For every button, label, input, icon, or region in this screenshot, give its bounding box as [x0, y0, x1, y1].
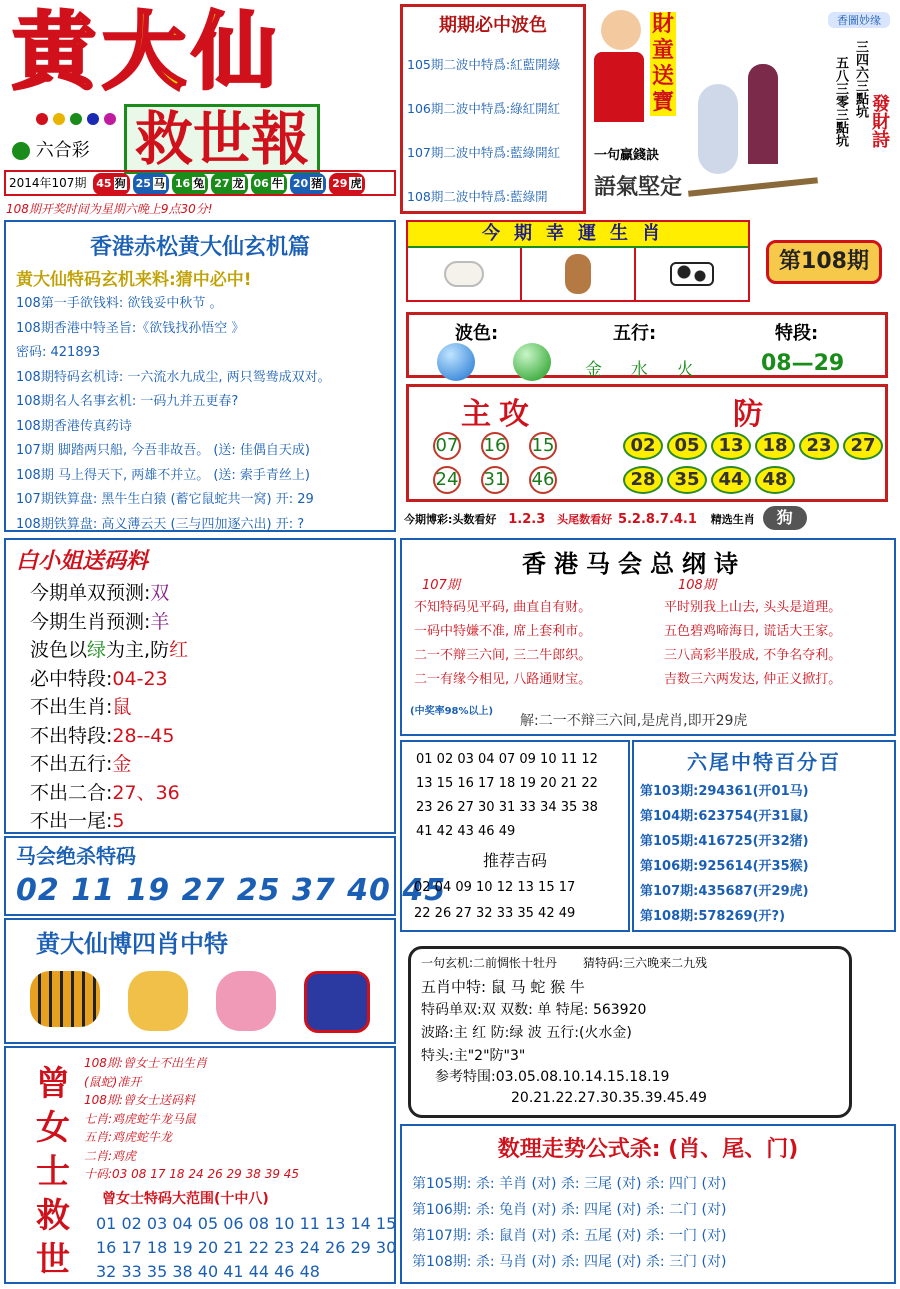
draw-zodiac: 猪: [311, 177, 323, 190]
fortune-art: [588, 4, 896, 214]
main-number: 46: [529, 466, 557, 494]
god-text: 財童送寶: [651, 12, 674, 115]
zeng-line: 108期:曾女士不出生肖: [84, 1056, 207, 1070]
liuhecai-logo: 六合彩: [12, 136, 90, 162]
bai-value: 金: [112, 753, 132, 775]
draw-chip: [93, 173, 129, 195]
zeng-char: 女: [36, 1108, 70, 1148]
wave-line: 107期二波中特爲:藍綠開紅: [407, 145, 561, 160]
bai-row: [30, 722, 384, 751]
zeng-char: 士: [36, 1152, 70, 1192]
bai-title: 白小姐送码料: [16, 549, 149, 574]
rabbit-icon: [216, 971, 276, 1031]
tails-row: 第108期:578269(开?): [640, 909, 786, 924]
sixiao-title: 黄大仙博四肖中特: [36, 930, 228, 958]
zeng-line: (鼠蛇)准开: [84, 1074, 142, 1089]
draw-zodiac: 兔: [193, 177, 205, 190]
zeng-range-line: 16 17 18 19 20 21 22 23 24 26 29 30: [96, 1238, 397, 1257]
bai-label: 不出五行:: [30, 753, 113, 775]
poem-col-1: 三四六三點坑: [853, 40, 868, 118]
issue-strip: [4, 170, 396, 196]
main-number: 24: [433, 466, 461, 494]
xuanji-line: 107期 脚踏两只船, 今吾非故吾。 (送: 佳偶自天成): [16, 443, 310, 458]
defend-number: 28: [623, 466, 663, 494]
xuanji-section: [4, 220, 396, 532]
jusha-numbers: 02 11 19 27 25 37 40 45: [16, 873, 447, 908]
masthead-title-bottom: 救世報: [124, 104, 320, 174]
jusha-section: [4, 836, 447, 916]
poem-col-2: 五八三零三點坑: [833, 56, 848, 147]
xuanji-line: 108期名人名事玄机: 一码九并五更春?: [16, 394, 239, 409]
bai-value: 羊: [150, 610, 170, 633]
zeng-line: 二肖:鸡虎: [84, 1148, 137, 1163]
wave-line: 108期二波中特爲:藍綠開: [407, 189, 548, 204]
bai-section: [4, 538, 396, 834]
xuanji-line: 107期铁算盘: 黑牛生白猿 (蓄它鼠蛇共一窝) 开: 29: [16, 492, 314, 507]
formula-row: 第105期: 杀: 羊肖 (对) 杀: 三尾 (对) 杀: 四门 (对): [412, 1176, 727, 1192]
lucky-zodiac-box: [406, 220, 750, 302]
main-numbers: [423, 429, 613, 497]
poem-right-line: 吉数三六两发达, 仲正义掀打。: [664, 672, 842, 687]
slogan-1: 一句贏錢訣: [594, 148, 660, 163]
poem-title: 發財詩: [869, 94, 890, 148]
tails-row: 第106期:925614(开35猴): [640, 859, 809, 874]
xuanji-line: 密码: 421893: [16, 345, 101, 360]
zeng-range-line: 01 02 03 04 05 06 08 10 11 13 14 15: [96, 1214, 397, 1233]
xuanji-line: 108期特码玄机诗: 一六流水九成尘, 两只鸳鸯成双对。: [16, 369, 331, 385]
tails-row: 第107期:435687(开29虎): [640, 884, 809, 899]
numlist-row: 41 42 43 46 49: [416, 824, 516, 839]
bai-label: 今期单双预测:: [30, 582, 151, 604]
zeng-char: 世: [36, 1240, 70, 1280]
issue-label: 2014年107期: [9, 176, 87, 190]
tiger-icon: [30, 971, 100, 1027]
defend-number: 48: [755, 466, 795, 494]
color-dots: [36, 110, 116, 129]
xuanji-title: 香港赤松黄大仙玄机篇: [89, 235, 310, 260]
xuanji-line: 108第一手欲钱料: 欲钱妥中秋节 。: [16, 296, 223, 311]
defend-number: 44: [711, 466, 751, 494]
draw-number: 06: [253, 177, 269, 190]
slogan-2: 語氣堅定: [594, 175, 683, 200]
zeng-range-line: 32 33 35 38 40 41 44 46 48: [96, 1262, 320, 1281]
bai-row: [30, 779, 384, 808]
draw-zodiac: 牛: [271, 177, 283, 190]
poem-solution: 解:二一不辩三六间,是虎肖,即开29虎: [520, 713, 748, 729]
formula-title: 数理走势公式杀: (肖、尾、门): [497, 1137, 799, 1162]
segment-label: 特段:: [775, 323, 819, 344]
scholar-painting: [688, 44, 818, 204]
lucky-title: 推荐吉码: [482, 851, 547, 870]
tails-section: [632, 740, 896, 932]
wave-label: 波色:: [455, 323, 499, 344]
poem-right-line: 三八高彩半股成, 不争名夺利。: [664, 648, 842, 663]
zeng-line: 七肖:鸡虎蛇牛龙马鼠: [84, 1111, 197, 1126]
defend-label: 防: [733, 397, 763, 432]
elements-value: 金 水 火: [585, 360, 700, 380]
zeng-section: [4, 1046, 396, 1284]
bai-row: [30, 665, 384, 694]
defend-number: 05: [667, 432, 707, 460]
tails-title: 六尾中特百分百: [687, 750, 841, 774]
defend-number: 02: [623, 432, 663, 460]
bai-row: [30, 750, 384, 779]
bai-label: 不出二合:: [30, 781, 113, 804]
draw-zodiac: 龙: [232, 177, 244, 190]
formula-row: 第108期: 杀: 马肖 (对) 杀: 四尾 (对) 杀: 三门 (对): [412, 1254, 727, 1270]
bai-label: 不出生肖:: [30, 696, 113, 718]
xuanji-line: 108期铁算盘: 高义薄云天 (三与四加逐六出) 开: ?: [16, 516, 305, 532]
zeng-line: 十码:03 08 17 18 24 26 29 38 39 45: [84, 1167, 300, 1181]
zeng-line: 108期:曾女士送码料: [84, 1093, 195, 1107]
issue-badge: 第108期: [766, 240, 882, 284]
main-number: 31: [481, 466, 509, 494]
zeng-range-title: 曾女士特码大范围(十中八): [102, 1191, 269, 1207]
tails-row: 第103期:294361(开01马): [640, 784, 809, 799]
bai-label: 不出特段:: [30, 724, 113, 747]
draw-zodiac: 狗: [114, 177, 126, 190]
tails-row: 第104期:623754(开31鼠): [640, 809, 809, 824]
xuanji-line: 108期香港中特圣旨:《欲钱找孙悟空 》: [16, 320, 245, 336]
formula-row: 第107期: 杀: 鼠肖 (对) 杀: 五尾 (对) 杀: 一门 (对): [412, 1228, 727, 1244]
bai-mid: 为主,防: [106, 639, 170, 661]
draw-number: 25: [135, 177, 151, 190]
poem-left-line: 一码中特嫌不准, 席上套利市。: [414, 624, 592, 639]
riddle-box: 一句玄机:二前惆怅十牡丹 猜特码:三六晚来二九残 五肖中特: 鼠 马 蛇 猴 牛 特码单双:双 双数: 单 特尾: 563920 波路:主 红 防:绿 波 五行:(火水金) 特头:主"2"防"3" 参考特围:03.05.08.10.14.15.18.19 20.21.22.27.30.35.39.45.49: [408, 946, 852, 1118]
draw-number: 29: [332, 177, 348, 190]
bai-value: 鼠: [112, 696, 132, 718]
dog-icon: [128, 971, 188, 1031]
green-ball-icon: [513, 343, 551, 381]
poem-left-issue: 107期: [422, 578, 460, 593]
select-zodiac-badge: 狗: [763, 506, 807, 530]
bai-row: [30, 807, 384, 836]
bai-value: 28--45: [112, 724, 175, 747]
masthead-title-top: 黄大仙: [12, 2, 283, 101]
bottom-bar: 今期博彩:头数看好 1.2.3 头尾数看好 5.2.8.7.4.1 精选生肖 狗: [404, 506, 896, 532]
wave-line: 105期二波中特爲:紅藍開綠: [407, 57, 561, 72]
zeng-char: 救: [36, 1196, 70, 1236]
main-attack-box: [406, 384, 888, 502]
draw-zodiac: 马: [153, 177, 165, 190]
formula-row: 第106期: 杀: 兔肖 (对) 杀: 四尾 (对) 杀: 二门 (对): [412, 1202, 727, 1218]
defend-number: 13: [711, 432, 751, 460]
draw-chip: [251, 173, 287, 195]
zeng-char: 曾: [36, 1064, 70, 1104]
bai-row: [30, 579, 384, 608]
draw-results: [93, 176, 368, 190]
defend-numbers: [621, 429, 891, 497]
numlist-row: 23 26 27 30 31 33 34 35 38: [416, 800, 598, 815]
draw-number: 45: [96, 177, 112, 190]
wave-box: [400, 4, 586, 214]
main-number: 07: [433, 432, 461, 460]
sheep-icon: [408, 248, 522, 300]
bai-value: 27、36: [112, 781, 180, 804]
defend-number: 23: [799, 432, 839, 460]
poem-title: 香港马会总纲诗: [522, 550, 746, 578]
draw-chip: [290, 173, 326, 195]
xuanji-line: 108期香港传真药诗: [16, 418, 132, 434]
bai-row: [30, 693, 384, 722]
bai-label: 波色以: [30, 639, 88, 661]
draw-number: 20: [292, 177, 309, 190]
attributes-box: [406, 312, 888, 378]
lucky-row: 22 26 27 32 33 35 42 49: [414, 906, 576, 921]
draw-chip: [172, 173, 208, 195]
bai-value: 绿: [87, 639, 107, 661]
zeng-vertical-title: [28, 1062, 78, 1282]
main-number: 15: [529, 432, 557, 460]
poem-right-issue: 108期: [678, 578, 716, 593]
poem-right-line: 平时别我上山去, 头头是道理。: [664, 600, 842, 615]
formula-section: [400, 1124, 896, 1284]
numlist-row: 13 15 16 17 18 19 20 21 22: [416, 776, 598, 791]
wave-box-title: 期期必中波色: [439, 15, 547, 36]
numlist-section: [400, 740, 630, 932]
poem-section: [400, 538, 896, 736]
defend-number: 35: [667, 466, 707, 494]
poem-rate: (中奖率98%以上): [410, 706, 494, 717]
defend-number: 18: [755, 432, 795, 460]
bai-value: 双: [150, 582, 170, 604]
dragon-icon: [304, 971, 370, 1033]
draw-chip: [211, 173, 247, 195]
poem-tag: 香圖妙缘: [828, 12, 890, 28]
main-label: 主攻: [461, 397, 537, 432]
xuanji-subtitle: 黄大仙特码玄机来料:猜中必中!: [16, 270, 252, 290]
lucky-row: 02 04 09 10 12 13 15 17: [414, 880, 576, 895]
draw-number: 16: [174, 177, 191, 190]
bai-row: [30, 636, 384, 665]
main-number: 16: [481, 432, 509, 460]
bai-row: [30, 608, 384, 637]
draw-note: 108期开奖时间为星期六晚上9点30分!: [6, 202, 213, 216]
numlist-row: 01 02 03 04 07 09 10 11 12: [416, 752, 598, 767]
poem-right-line: 五色碧鸡啼海日, 谎话大王家。: [664, 624, 842, 639]
blue-ball-icon: [437, 343, 475, 381]
draw-chip: [133, 173, 169, 195]
wave-line: 106期二波中特爲:綠紅開紅: [407, 101, 561, 116]
poem-left-line: 二一不辩三六间, 三二牛郎织。: [414, 648, 592, 663]
defend-number: 27: [843, 432, 883, 460]
xuanji-line: 108期 马上得天下, 两雄不并立。 (送: 索手青丝上): [16, 467, 310, 483]
poem-left-line: 不知特码见平码, 曲直自有财。: [414, 600, 592, 615]
draw-zodiac: 虎: [350, 177, 362, 190]
poem-left-line: 二一有缘今相见, 八路通财宝。: [414, 672, 592, 687]
tails-row: 第105期:416725(开32猪): [640, 834, 809, 849]
sixiao-section: [4, 918, 396, 1044]
monkey-icon: [522, 248, 636, 300]
bai-label: 不出一尾:: [30, 810, 113, 832]
globe-icon: [12, 142, 30, 160]
bai-label: 今期生肖预测:: [30, 610, 151, 633]
element-label: 五行:: [613, 323, 657, 344]
segment-value: 08—29: [761, 351, 845, 376]
bai-value: 04-23: [112, 667, 168, 690]
draw-number: 27: [214, 177, 230, 190]
cow-icon: [636, 248, 748, 300]
bai-label: 必中特段:: [30, 667, 113, 690]
lucky-zodiac-title: 今期幸運生肖: [408, 222, 748, 248]
zeng-line: 五肖:鸡虎蛇牛龙: [84, 1130, 173, 1144]
draw-chip: [329, 173, 365, 195]
jusha-title: 马会绝杀特码: [16, 844, 136, 868]
bai-value-2: 红: [169, 639, 189, 661]
bai-value: 5: [112, 810, 125, 832]
god-of-wealth-icon: [594, 10, 648, 130]
